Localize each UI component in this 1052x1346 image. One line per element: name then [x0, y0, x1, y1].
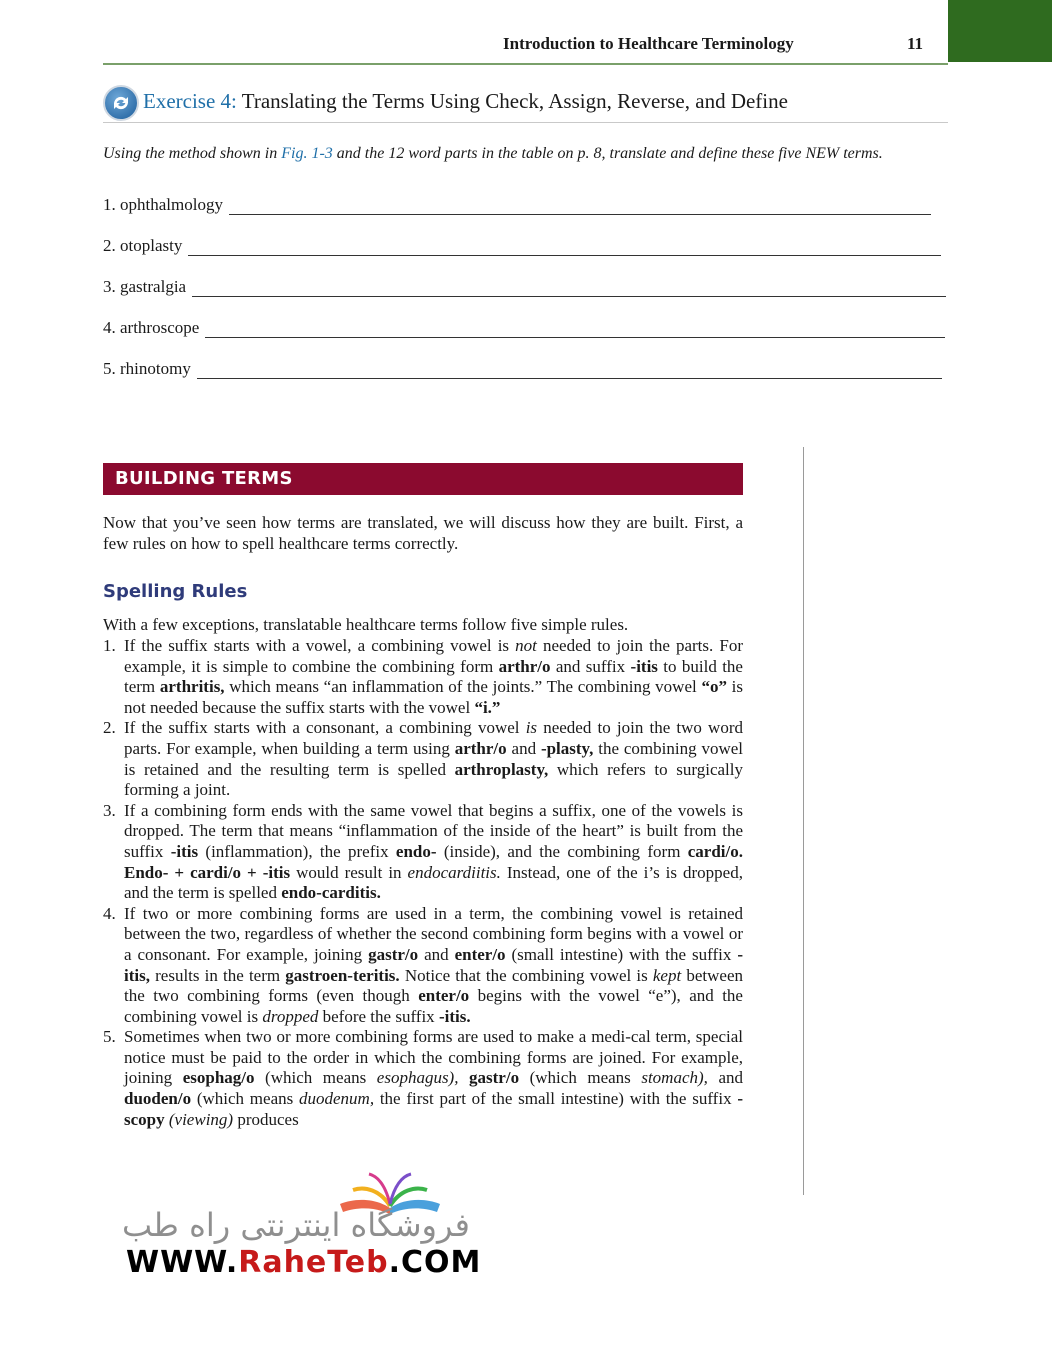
watermark-arabic: فروشگاه اینترنتی راه طب	[122, 1206, 470, 1244]
answer-line[interactable]	[205, 319, 945, 338]
exercise-label: Exercise 4:	[143, 89, 237, 113]
rule-item: 2. If the suffix starts with a consonant, a combining vowel is needed to join the two word parts. For example, when building a term using arthr/o and -plasty, the combining vowel is retained and the resulting term is spelled arthroplasty, which refers to surgically forming a joint.	[103, 718, 744, 800]
rules-lead: With a few exceptions, translatable healthcare terms follow five simple rules.	[103, 615, 629, 634]
exercise-rule	[103, 122, 948, 123]
rule-number: 5.	[103, 1027, 116, 1047]
answer-line[interactable]	[192, 278, 946, 297]
rule-number: 4.	[103, 903, 116, 923]
answer-line[interactable]	[188, 237, 941, 256]
exercise-instructions	[103, 144, 965, 164]
running-title: Introduction to Healthcare Terminology	[503, 34, 794, 53]
instruction-text-end: and the 12 word parts in the table on p. 8, translate and define these five NEW terms.	[332, 145, 883, 162]
question-label: 4. arthroscope	[103, 318, 200, 337]
header-rule	[103, 63, 948, 65]
page-number: 11	[907, 34, 924, 53]
rule-number: 1.	[103, 636, 116, 655]
rule-item: 1. If the suffix starts with a vowel, a combining vowel is not needed to join the parts. For example, it is simple to combine the combining form arthr/o and suffix -itis to build the term arthritis, which means “an inflammation of the joints.” The combining vowel “o” is not needed because the suffix starts with the vowel “i.”	[103, 636, 744, 717]
rule-number: 2.	[103, 718, 116, 738]
corner-tab	[948, 0, 1052, 62]
question-3	[103, 277, 946, 297]
exercise-icon	[103, 85, 139, 121]
question-label: 3. gastralgia	[103, 277, 187, 296]
question-4	[103, 318, 945, 338]
question-5	[103, 359, 942, 379]
question-label: 1. ophthalmology	[103, 195, 223, 214]
rule-item: 5. Sometimes when two or more combining forms are used to make a medi-cal term, special notice must be paid to the order in which the combining forms are joined. For example, joining esophag/o (which means esophagus), gastr/o (which means stomach), and duoden/o (which means duodenum, the first part of the small intestine) with the suffix -scopy (viewing) produces	[103, 1027, 744, 1129]
question-1	[103, 195, 931, 215]
question-2	[103, 236, 941, 256]
exercise-heading: Translating the Terms Using Check, Assign, Reverse, and Define	[236, 89, 788, 113]
exercise-title	[143, 89, 788, 114]
margin-rule	[803, 447, 804, 1195]
figure-link[interactable]: Fig. 1-3	[281, 145, 333, 162]
question-label: 2. otoplasty	[103, 236, 183, 255]
watermark-url-prefix: WWW.	[126, 1245, 239, 1280]
section-intro: Now that you’ve seen how terms are translated, we will discuss how they are built. First, a few rules on how to spell healthcare terms correctly.	[103, 513, 743, 553]
answer-line[interactable]	[229, 196, 931, 215]
section-banner-label: BUILDING TERMS	[115, 468, 293, 489]
question-label: 5. rhinotomy	[103, 359, 191, 378]
watermark-url	[126, 1245, 481, 1280]
answer-line[interactable]	[197, 360, 942, 379]
watermark-url-brand: RaheTeb	[238, 1245, 389, 1280]
spelling-rules-heading: Spelling Rules	[103, 581, 248, 602]
rule-number: 3.	[103, 800, 116, 820]
rules-list	[103, 636, 743, 1130]
instruction-text: Using the method shown in	[103, 145, 282, 162]
section-banner	[103, 463, 743, 495]
rule-item: 3. If a combining form ends with the same vowel that begins a suffix, one of the vowels is dropped. The term that means “inflammation of the inside of the heart” is built from the suffix -itis (inflammation), the prefix endo- (inside), and the combining form cardi/o. Endo- + cardi/o + -itis would result in endocardiitis. Instead, one of the i’s is dropped, and the term is spelled endo-carditis.	[103, 800, 743, 903]
rule-item: 4. If two or more combining forms are used in a term, the combining vowel is retained between the two, regardless of whether the second combining form begins with a vowel or a consonant. For example, joining gastr/o and enter/o (small intestine) with the suffix -itis, results in the term gastroen-teritis. Notice that the combining vowel is kept between the two combining forms (even though enter/o begins with the vowel “e”), and the combining vowel is dropped before the suffix -itis.	[103, 903, 744, 1026]
watermark-url-suffix: .COM	[388, 1245, 482, 1280]
